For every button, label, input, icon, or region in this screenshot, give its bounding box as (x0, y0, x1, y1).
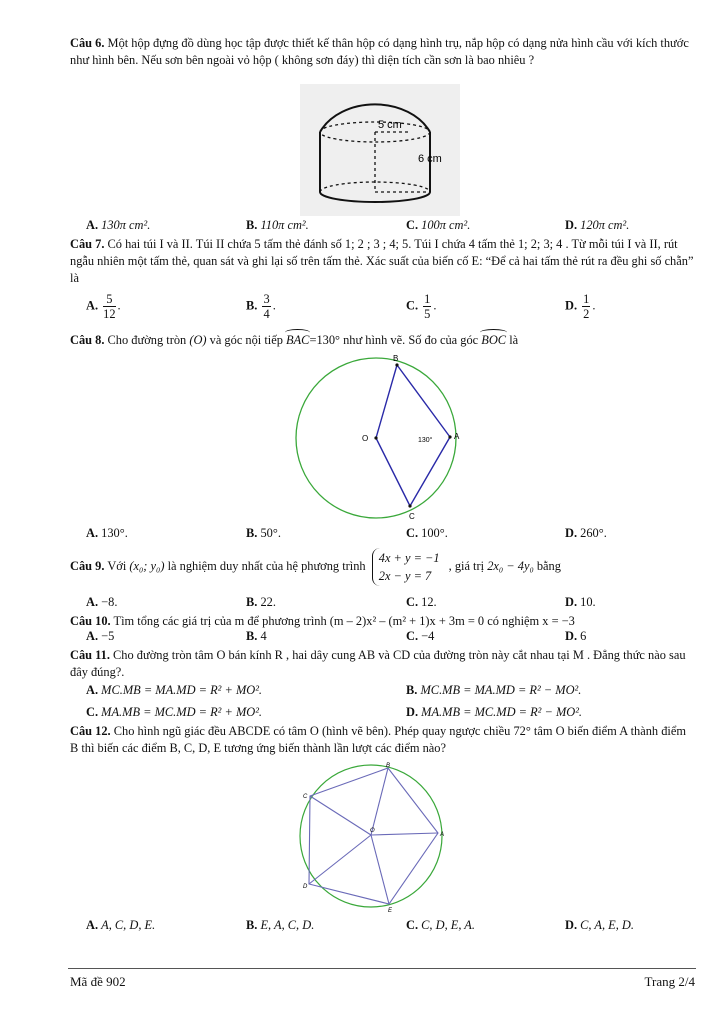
point-c-label: C (409, 512, 415, 521)
inscribed-angle-figure (290, 350, 480, 530)
radius-label: 5 cm (378, 119, 402, 131)
question-text: Một hộp đựng đồ dùng học tập được thiết kế thân hộp có dạng hình trụ, nắp hộp có dạng nửa hình cầu với kích thước như hình bên. Nếu sơn bên ngoài vỏ hộp ( không sơn đáy) thì diện tích cần sơn là bao nhiêu ? (70, 36, 689, 67)
question-label: Câu 8. (70, 333, 105, 347)
question-label: Câu 7. (70, 237, 105, 251)
vertex-a-label: A (440, 832, 445, 838)
question-label: Câu 12. (70, 724, 111, 738)
equation-system: 4x + y = −1 2x − y = 7 (372, 548, 446, 586)
option-a[interactable]: A. 130°. (86, 526, 128, 540)
option-b[interactable]: B. 22. (246, 595, 276, 609)
option-b[interactable]: B. $\frac{3}{4}$ . (246, 292, 276, 321)
option-c[interactable]: C. MA.MB = MC.MD = R² + MO². (86, 705, 263, 719)
option-b[interactable]: B. 50°. (246, 526, 281, 540)
angle-label: 130° (418, 437, 433, 444)
vertex-c-label: C (303, 794, 308, 800)
question-6 (70, 35, 695, 69)
question-text: Tìm tổng các giá trị của m để phương trình (m – 2)x² – (m² + 1)x + 3m = 0 có nghiệm x = −3 (113, 614, 575, 628)
question-7 (70, 236, 695, 287)
options-q10 (86, 629, 696, 649)
option-a[interactable]: A. 130π cm². (86, 218, 151, 232)
option-a[interactable]: A. −8. (86, 595, 118, 609)
option-d[interactable]: D. 6 (565, 629, 587, 643)
question-8: Câu 8. Cho đường tròn (O) và góc nội tiếp BAC=130° như hình vẽ. Số đo của góc BOC là (70, 333, 519, 347)
option-b[interactable]: B. E, A, C, D. (246, 918, 315, 932)
cylinder-hemisphere-figure (300, 84, 460, 216)
point-o-label: O (362, 434, 369, 443)
option-d[interactable]: D. $\frac{1}{2}$ . (565, 292, 596, 321)
vertex-b-label: B (386, 763, 391, 769)
point-a-label: A (454, 432, 460, 441)
question-label: Câu 6. (70, 36, 105, 50)
vertex-e-label: E (388, 908, 393, 914)
question-label: Câu 11. (70, 648, 110, 662)
point-b-label: B (393, 354, 399, 363)
option-d[interactable]: D. 10. (565, 595, 596, 609)
option-c[interactable]: C. C, D, E, A. (406, 918, 475, 932)
options-q8 (86, 526, 696, 546)
exam-code: Mã đề 902 (70, 974, 126, 989)
option-c[interactable]: C. 100°. (406, 526, 448, 540)
options-q11-row1 (86, 683, 696, 703)
question-11 (70, 647, 695, 681)
option-d[interactable]: D. 260°. (565, 526, 607, 540)
option-a[interactable]: A. −5 (86, 629, 115, 643)
option-a[interactable]: A. $\frac{5}{12}$ . (86, 292, 121, 321)
option-b[interactable]: B. MC.MB = MA.MD = R² − MO². (406, 683, 582, 697)
options-q11-row2 (86, 705, 696, 725)
question-text: Cho đường tròn tâm O bán kính R , hai dây cung AB và CD của đường tròn này cắt nhau tại M . Đẳng thức nào sau đây đúng?. (70, 648, 686, 679)
footer-divider (68, 968, 696, 969)
option-a[interactable]: A. MC.MB = MA.MD = R² + MO². (86, 683, 263, 697)
option-b[interactable]: B. 110π cm². (246, 218, 309, 232)
option-c[interactable]: C. $\frac{1}{5}$ . (406, 292, 437, 321)
options-q12 (86, 918, 696, 938)
option-b[interactable]: B. 4 (246, 629, 267, 643)
option-d[interactable]: D. MA.MB = MC.MD = R² − MO². (406, 705, 583, 719)
question-12 (70, 723, 695, 757)
question-text: Cho hình ngũ giác đều ABCDE có tâm O (hình vẽ bên). Phép quay ngược chiều 72° tâm O biến điểm A thành điểm B thì biến các điểm B, C, D, E tương ứng biến thành lần lượt các điểm nào? (70, 724, 686, 755)
center-o-label: O (370, 828, 375, 834)
options-q7 (86, 292, 696, 326)
question-label: Câu 9. (70, 558, 105, 573)
option-a[interactable]: A. A, C, D, E. (86, 918, 156, 932)
option-c[interactable]: C. −4 (406, 629, 435, 643)
question-9: Câu 9. Với (x₀; y₀) là nghiệm duy nhất của hệ phương trình 4x + y = −1 2x − y = 7 , giá trị 2x₀ − 4y₀ bằng (70, 548, 695, 586)
question-text: Có hai túi I và II. Túi II chứa 5 tấm thẻ đánh số 1; 2 ; 3 ; 4; 5. Túi I chứa 4 tấm thẻ 1; 2; 3; 4 . Từ mỗi túi I và II, rút ngẫu nhiên một tấm thẻ, quan sát và ghi lại số trên tấm thẻ. Xác suất của biến cố E: “Để cả hai tấm thẻ rút ra đều ghi số chẵn” là (70, 237, 694, 285)
vertex-d-label: D (303, 884, 308, 890)
option-c[interactable]: C. 12. (406, 595, 437, 609)
height-label: 6 cm (418, 153, 442, 165)
question-label: Câu 10. (70, 614, 111, 628)
pentagon-figure (290, 760, 450, 918)
options-q9 (86, 595, 696, 615)
options-q6 (86, 218, 696, 238)
option-d[interactable]: D. C, A, E, D. (565, 918, 634, 932)
option-d[interactable]: D. 120π cm². (565, 218, 630, 232)
question-10 (70, 613, 695, 630)
option-c[interactable]: C. 100π cm². (406, 218, 471, 232)
page-number: Trang 2/4 (644, 974, 695, 989)
